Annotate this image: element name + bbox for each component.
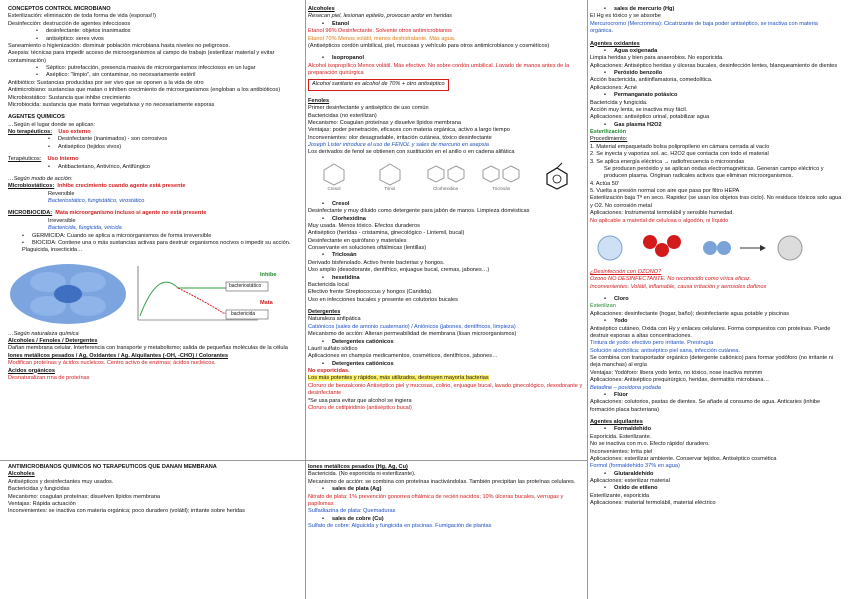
text-line: Inconvenientes: olor desagradable, irritación cutánea, tóxico desinfectante [308, 134, 492, 141]
text-line: • hexetidina [308, 275, 583, 282]
text-line: Derivado bisfenolado. Activo frente bacterias y hongos. [308, 259, 445, 266]
text-line: No esporicidas. [308, 368, 350, 374]
text-line: Antiséptico cutáneo. Oxida con Hy y enlaces celulares. Forma compuestos con proteínas. Puede destruir esporas a altas concentraciones. [590, 325, 831, 339]
molecule-label: Cresol [327, 185, 341, 191]
label: Microbiostáticos: [8, 183, 55, 190]
text-line: Cloruro de benzalconio Antiséptico piel y mucosas, colirio, enjuague bucal, lavado ginecológico, desodorante y desinfectante [308, 382, 583, 397]
text-line: No se inactiva con m.o. Efecto rápido/ duradero. [590, 441, 710, 448]
text-line: Aplicaciones: colutorios, pastas de dientes. Se añade al consumo de agua. Anticaries (inhibe formación placa bacteriana) [590, 399, 821, 413]
text-line: Betadine – povidona yodada [590, 384, 661, 391]
ozone-molecules [590, 228, 840, 266]
text-line: • Formaldehído [590, 426, 842, 433]
text-line: Mecanismo: Coagulan proteínas y disuelve lípidos membrana [308, 119, 461, 126]
text-line: Esterilizante, esporicida [590, 492, 650, 499]
text-line: Inconvenientes: Irrita piel [590, 448, 653, 455]
text-line: Mecanismo: coagulan proteínas; disuelven lípidos membrana [8, 493, 161, 500]
text-line: • Agua oxigenada [590, 48, 842, 55]
text-line: (Antisépticos cordón umbilical, piel, mucosas y vehículo para otros antimicrobianos y cosméticos) [308, 42, 550, 49]
text-line: Sulfato de cobre: Alguicida y fungicida en piscinas. Fumigación de plantas [308, 523, 492, 529]
text-line: Conservante en soluciones oftálmicas (lentillas) [308, 245, 427, 251]
column-1 [8, 6, 304, 458]
text-line: • Detergentes catiónicos [308, 339, 583, 346]
text-line: • Séptico: putrefacción, presencia masiva de microorganismos infecciosos en un lugar [8, 65, 304, 72]
text-line: • antiséptico: seres vivos [8, 36, 304, 43]
text-line: Muy usada. Menos tóxico. Efectos duraderos [308, 222, 420, 229]
text-line: Uso en infecciones bucales y presente en colutorios bucales [308, 296, 458, 303]
molecule-triclosan [479, 162, 523, 196]
molecule-fenol [535, 162, 579, 196]
text-line: • Flúor [590, 392, 842, 399]
section-title: Agentes alquilantes [590, 419, 643, 425]
text-line: Mecanismo de acción: se combina con proteínas inactivándolas. También precipitan las proteínas celulares. [308, 478, 576, 485]
text-line: • Cresol [308, 201, 583, 208]
text-line: Catiónicos (sales de amonio cuaternario) / Aniónicos (jabones, dentífricos, limpieza) [308, 323, 516, 330]
text-line: El Hg es tóxico y se absorbe [590, 13, 661, 20]
text-line: 1. Material empaquetado bolsa polipropileno en cámara cerrada al vacío [590, 143, 770, 150]
inhibe-label: Inhibe [260, 271, 277, 278]
label: Terapéuticos: [8, 156, 42, 163]
text-line: • sales de plata (Ag) [308, 486, 583, 493]
text-line: Ventajas: Yodóforo: libera yodo lento, no tóxico, nose inactiva mmmm [590, 369, 763, 376]
text-line: Procedimiento: [590, 136, 628, 143]
text-line: Esterilización: eliminación de toda forma de vida (esporas!!) [8, 13, 156, 20]
column-3 [590, 6, 842, 594]
boxed-note: Alcohol sanitario es alcohol de 70% + otro antiséptico [308, 79, 449, 90]
molecule-row [308, 160, 583, 198]
text-line: Nitrato de plata: 1% prevención gonorrea oftálmica de recién nacidos; 10% úlceras bucales, verrugas y papilomas [308, 493, 564, 507]
bactericida-label: bactericida [231, 310, 256, 317]
text-line: Aplicaciones: antiséptico urinal, potabilizar agua [590, 114, 710, 121]
text-line: Mercurocromo (Mercromina): Cicatrizante de baja poder antiséptico, se inactiva con materia orgánica. [590, 20, 818, 35]
text-line: Se producen peróxido y se aplican ondas electromagnéticas. Generan campo eléctrico y producen plasma. Originan radicales activos que eliminan microorganismos. [604, 165, 824, 180]
section-title: Fenoles [308, 97, 330, 104]
text-line: Formol (formaldehído 37% en agua) [590, 463, 680, 470]
text-line: …Según naturaleza química [8, 330, 79, 337]
section-title: Detergentes [308, 309, 341, 315]
text-line: Se combina con transportador orgánico (detergente catiónico) para formar yodóforo (no irritante ni deja manchas) al ergía [590, 355, 834, 369]
text-line: Resecan piel, lesionan epitelio, provocan ardor en heridas [308, 13, 452, 20]
text-line: Solución alcohólica: antiséptico piel sana, infección cutánea. [590, 347, 740, 354]
section-title: AGENTES QUÍMICOS [8, 114, 65, 121]
text-line: Ventajas: Rápida actuación [8, 500, 76, 507]
text-line: Bactericidas y fungicidas [8, 486, 70, 493]
text-line: • Detergentes catiónicos [308, 361, 583, 368]
text-line: Irreversible [48, 217, 76, 224]
text-line: Joseph Lister introduce el uso de FENOL y sales de mercurio en asepsia [308, 142, 489, 148]
text-line: Asepsia: técnicas para impedir acceso de microorganismos al campo de trabajo (esterilizar material y evitar contaminación) [8, 50, 275, 64]
text-line: …Según el lugar donde se aplican: [8, 121, 96, 128]
text-line: Aplicaciones: Acné [590, 84, 637, 91]
label: Uso interno [47, 156, 79, 163]
text-line: Aplicaciones: material termolábil, material eléctrico [590, 500, 716, 507]
text-line: No aplicable a material de celulosa o algodón, ni líquido [590, 217, 729, 224]
molecule-clorhexidina [424, 162, 468, 196]
text-line: Acción muy lenta, se inactiva muy fácil. [590, 106, 688, 113]
text-line: Dañan membrana celular. Interferencia con transporte y metabolismo; salida de pequeñas moléculas de la célula [8, 345, 288, 352]
label: Uso externo [58, 129, 91, 135]
text-line: • Etanol [308, 21, 583, 28]
text-line: • Yodo [590, 318, 842, 325]
text-line: Antimicrobiano: sustancias que matan o inhiben crecimiento de microorganismos (engloban a los antibióticos) [8, 87, 281, 94]
molecule-label: Triclosán [492, 185, 511, 191]
text-line: • Antibacteriano, Antivírico, Antifúngico [8, 164, 304, 171]
highlighted-text: Los más potentes y rápidos, más utilizados, destruyen mayoría bacterias [308, 375, 489, 382]
text-line: Desinfectante y muy diluido como detergente para jabón de manos. Limpieza domésticas [308, 208, 530, 215]
text-line: Aplicaciones: esterilizar ambiente. Conservar tejidos. Antiséptico cosmética [590, 455, 777, 462]
text-line: Aplicaciones en champús medicamentos, cosméticos, dentífricos, jabones… [308, 353, 498, 360]
section-title: ANTIMICROBIANOS QUÍMICOS NO TERAPÉUTICOS QUE DAÑAN MEMBRANA [8, 464, 217, 470]
text-line: Desnaturalizan rrna de proteínas [8, 374, 90, 381]
column-2 [308, 6, 583, 458]
text-line: Modifican proteínas y ácidos nucleicos. Centro activo de enzimas; ácidos nucleicos. [8, 360, 216, 367]
text-line: 2. Se inyecta y vaporiza sol. ac. H2O2 que contacta con todo el material [590, 151, 769, 158]
text-line: Bactericida. (No esporicida ni esterilizante). [308, 471, 416, 478]
text-line: Acción bactericida, antiinflamatoria, comedolítica. [590, 77, 713, 84]
text-line: Aplicaciones: Antiséptico heridas y úlceras bucales, desinfección lentes, blanqueamiento de dientes [590, 62, 838, 69]
text-line: Aplicaciones: Instrumental termolábil y sensible humedad. [590, 210, 734, 217]
text-line: Ozono NO DESINFECTANTE. No reconocido como vírica eficaz. [590, 276, 752, 283]
text-line: Microbiocida: sustancia que mata formas vegetativas y no necesariamente esporas [8, 101, 215, 108]
text-line: Desinfectante en quirófano y materiales [308, 237, 407, 244]
text-line: Esterilización [590, 129, 627, 135]
molecule-timol [368, 162, 412, 196]
molecule-cresol [312, 162, 356, 196]
text-line: Saneamiento o higienización: disminuir población microbiana hasta niveles no peligrosos. [8, 42, 231, 49]
text-line: 4. Actúa 50' [590, 180, 620, 187]
bacteriostatico-label: bacteriostático [229, 282, 262, 289]
label: Inhibe crecimiento cuando agente está presente [57, 183, 186, 190]
text-line: Limpia heridas y bien para anaerobios. No esporicida. [590, 55, 724, 62]
text-line: Esterilizan [590, 303, 616, 310]
text-line: • sales de mercurio (Hg) [590, 6, 842, 13]
text-line: • Desinfectante (inanimados) - son corrosivos [8, 136, 304, 143]
text-line: • Permanganato potásico [590, 92, 842, 99]
text-line: Tintura de yodo: efectivo pero irritante. Preoírugía [590, 340, 714, 347]
text-line: Aplicaciones: esterilizar material [590, 478, 670, 484]
text-line: • Aséptico: "limpio", sin contaminar, no necesariamente estéril [8, 72, 304, 79]
text-line: Bactericida local [308, 281, 349, 288]
mata-label: Mata [260, 299, 273, 306]
label: Mata microorganismo incluso si agente no está presente [55, 210, 207, 217]
text-line: Bactericida y fungicida. [590, 99, 648, 106]
text-line: Los derivados de fenol se obtienen con sustitución en el anillo o en cadena alifática [308, 149, 515, 156]
text-line: Antiséptico (heridas - cristamina, ginecológico - Lintemil, bucal) [308, 230, 465, 237]
text-line: • Clorhexidina [308, 216, 583, 223]
section-title: Alcoholes [308, 6, 335, 12]
text-line: Microbiostático: Sustancia que inhibe crecimiento [8, 94, 131, 101]
text-line: • Isopropanol [308, 55, 583, 62]
text-line: Bactericida, fungicida, viricida [48, 225, 122, 232]
text-line: Esporicida. Esterilizante. [590, 433, 652, 440]
text-line: …Según modo de acción: [8, 175, 73, 182]
action-diagram [8, 258, 304, 328]
text-line: 3. Se aplica energía eléctrica → radiofrecuencia o microondas [590, 158, 745, 165]
label: No terapéuticos: [8, 129, 53, 135]
text-line: Naturaleza anfipática [308, 316, 361, 323]
text-line: Bacteriostático, fungistático, virostático [48, 198, 145, 204]
text-line: • Óxido de etileno [590, 485, 842, 492]
text-line: Antisépticos y desinfectantes muy usados. [8, 478, 114, 485]
text-line: Alcoholes [8, 471, 35, 478]
text-line: Uso amplio (desodorante, dentífrico, enjuague bucal, cremas, jabones…) [308, 267, 490, 274]
text-line: Alcohol isopropílico Menos volátil. Más efectivo. No sobre cordón umbilical. Lavado de manos antes de la preparación quirúrgica [308, 62, 570, 76]
section-title: Agentes oxidantes [590, 40, 640, 47]
text-line: • Glutaraldehído [590, 471, 842, 478]
text-line: Mecanismo de acción: Alteran permeabilidad de membrana (lisan microorganismos) [308, 331, 517, 338]
text-line: Reversible [48, 190, 75, 197]
text-line: Esterilización baja Tª en seco. Rapidez (se usan los objetos tras ciclo). No residuos tóxicos solo agua y O2. No corrosión metal [590, 195, 842, 209]
column-1-bottom [8, 464, 304, 594]
section-title: CONCEPTOS CONTROL MICROBIANO [8, 6, 111, 12]
molecule-label: Timol [384, 185, 396, 191]
text-line: Cloruro de cetilpiridinio (antiséptico bucal) [308, 404, 412, 411]
label: MICROBIOCIDA: [8, 210, 53, 217]
section-title: Iones metálicos pesados (Hg, Ag, Cu) [308, 464, 408, 470]
text-line: Aplicaciones: desinfectante (hogar, baño); desinfectante agua potable y piscinas [590, 310, 790, 317]
column-2-bottom [308, 464, 583, 594]
text-line: Sulfadiazina de plata: Quemaduras [308, 508, 396, 515]
text-line: Primer desinfectante y antiséptico de uso común [308, 105, 429, 112]
text-line: • Cloro [590, 296, 842, 303]
text-line: Inconvenientes: Volátil, inflamable, causa irritación y aerosoles dañinos [590, 283, 767, 290]
text-line: Etanol 70% Menos volátil, menos deshidratante. Más agua. [308, 35, 456, 42]
text-line: Antibiótico: Sustancias producidas por ser vivo que se oponen a la vida de otro [8, 79, 204, 86]
text-line: ¿Desinfección con OZONO? [590, 268, 662, 275]
molecule-label: Clorhexidina [432, 185, 458, 191]
text-line: *Se usa para evitar que alcohol se ingiera [308, 397, 412, 404]
bubble-diagram [8, 258, 304, 328]
text-line: • Antiséptico (tejidos vivos) [8, 144, 304, 151]
text-line: Desinfección: destrucción de agentes infecciosos [8, 20, 131, 27]
text-line: • GERMICIDA: Cuando se aplica a microorganismos de forma irreversible [8, 233, 304, 240]
text-line: Efectivo frente Streptococcus y hongos (Candida). [308, 289, 433, 296]
text-line: Aplicaciones: Antiséptico prequirúrgico, heridas, dermatitis microbiana… [590, 377, 770, 384]
text-line: • desinfectante: objetos inanimados [8, 28, 304, 35]
text-line: • Triclosán [308, 252, 583, 259]
text-line: • Peróxido benzoílo [590, 70, 842, 77]
text-line: Alcoholes / Fenoles / Detergentes [8, 338, 98, 344]
text-line: 5. Vuelta a presión normal con aire que pasa por filtro HEPA [590, 188, 740, 194]
ozone-illustration [590, 228, 842, 266]
text-line: Ventajas: poder penetración, eficaces con materia orgánica, activo a largo tiempo [308, 127, 510, 134]
text-line: • BIOCIDA: Contiene una o más sustancias activas para destruir organismos nocivos o impedir su acción. Plaguicida, insecticida… [8, 240, 304, 255]
text-line: Etanol 96% Desinfectante. Solvente otros antimicrobianos [308, 28, 452, 35]
text-line: Inconvenientes: se inactiva con materia orgánica; poco duradero (volátil); irritante sobre heridas [8, 508, 245, 515]
text-line: Ácidos orgánicos [8, 367, 55, 374]
text-line: Iones metálicos pesados / Ag, Oxidantes / Ag. Alquilantes (-OH, -CHO) / Colorantes [8, 352, 229, 359]
text-line: Bactericidas (no esterilizan) [308, 112, 377, 119]
text-line: • sales de cobre (Cu) [308, 516, 583, 523]
text-line: • Gas plasma H2O2 [590, 122, 842, 129]
text-line: Lauril sulfato sódico [308, 345, 358, 352]
